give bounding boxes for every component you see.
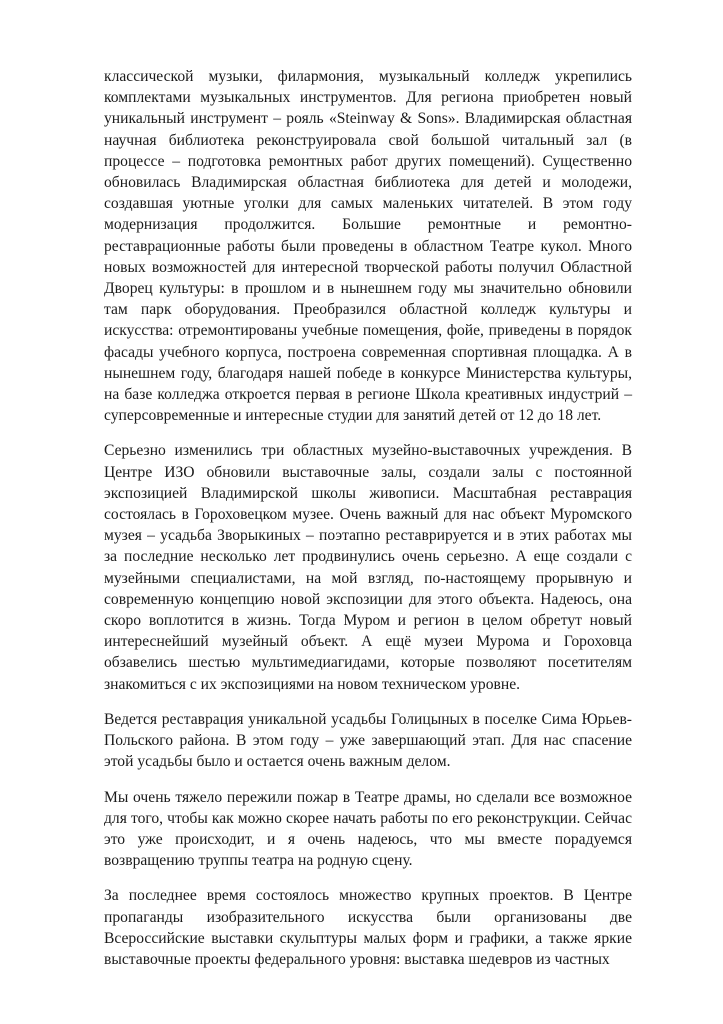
document-body xyxy=(104,66,632,984)
paragraph: Ведется реставрация уникальной усадьбы Голицыных в поселке Сима Юрьев-Польского района. В этом году – уже завершающий этап. Для нас спасение этой усадьбы было и остается очень важным делом. xyxy=(104,710,632,771)
paragraph: классической музыки, филармония, музыкальный колледж укрепились комплектами музыкальных инструментов. Для региона приобретен новый уникальный инструмент – рояль «Steinway & Sons». Владимирская областная научная библиотека реконструировала свой большой читальный зал (в процессе – подготовка ремонтных работ других помещений). Существенно обновилась Владимирская областная библиотека для детей и молодежи, создавшая уютные уголки для самых маленьких читателей. В этом году модернизация продолжится. Большие ремонтные и ремонтно-реставрационные работы были проведены в областном Театре кукол. Много новых возможностей для интересной творческой работы получил Областной Дворец культуры: в прошлом и в нынешнем году мы значительно обновили там парк оборудования. Преобразился областной колледж культуры и искусства: отремонтированы учебные помещения, фойе, приведены в порядок фасады учебного корпуса, построена современная спортивная площадка. А в нынешнем году, благодаря нашей победе в конкурсе Министерства культуры, на базе колледжа откроется первая в регионе Школа креативных индустрий – суперсовременные и интересные студии для занятий детей от 12 до 18 лет. xyxy=(104,68,632,425)
paragraph: За последнее время состоялось множество крупных проектов. В Центре пропаганды изобразительного искусства были организованы две Всероссийские выставки скульптуры малых форм и графики, а также яркие выставочные проекты федерального уровня: выставка шедевров из частных xyxy=(104,887,632,968)
paragraph: Мы очень тяжело пережили пожар в Театре драмы, но сделали все возможное для того, чтобы как можно скорее начать работы по его реконструкции. Сейчас это уже происходит, и я очень надеюсь, что мы вместе порадуемся возвращению труппы театра на родную сцену. xyxy=(104,788,632,870)
paragraph: Серьезно изменились три областных музейно-выставочных учреждения. В Центре ИЗО обновили выставочные залы, создали залы с постоянной экспозицией Владимирской школы живописи. Масштабная реставрация состоялась в Гороховецком музее. Очень важный для нас объект Муромского музея – усадьба Зворыкиных – поэтапно реставрируется и в этих работах мы за последние несколько лет продвинулись очень серьезно. А еще создали с музейными специалистами, на мой взгляд, по-настоящему прорывную и современную концепцию новой экспозиции для этого объекта. Надеюсь, она скоро воплотится в жизнь. Тогда Муром и регион в целом обретут новый интереснейший музейный объект. А ещё музеи Мурома и Гороховца обзавелись шестью мультимедиагидами, которые позволяют посетителям знакомиться с их экспозициями на новом техническом уровне. xyxy=(104,442,632,693)
